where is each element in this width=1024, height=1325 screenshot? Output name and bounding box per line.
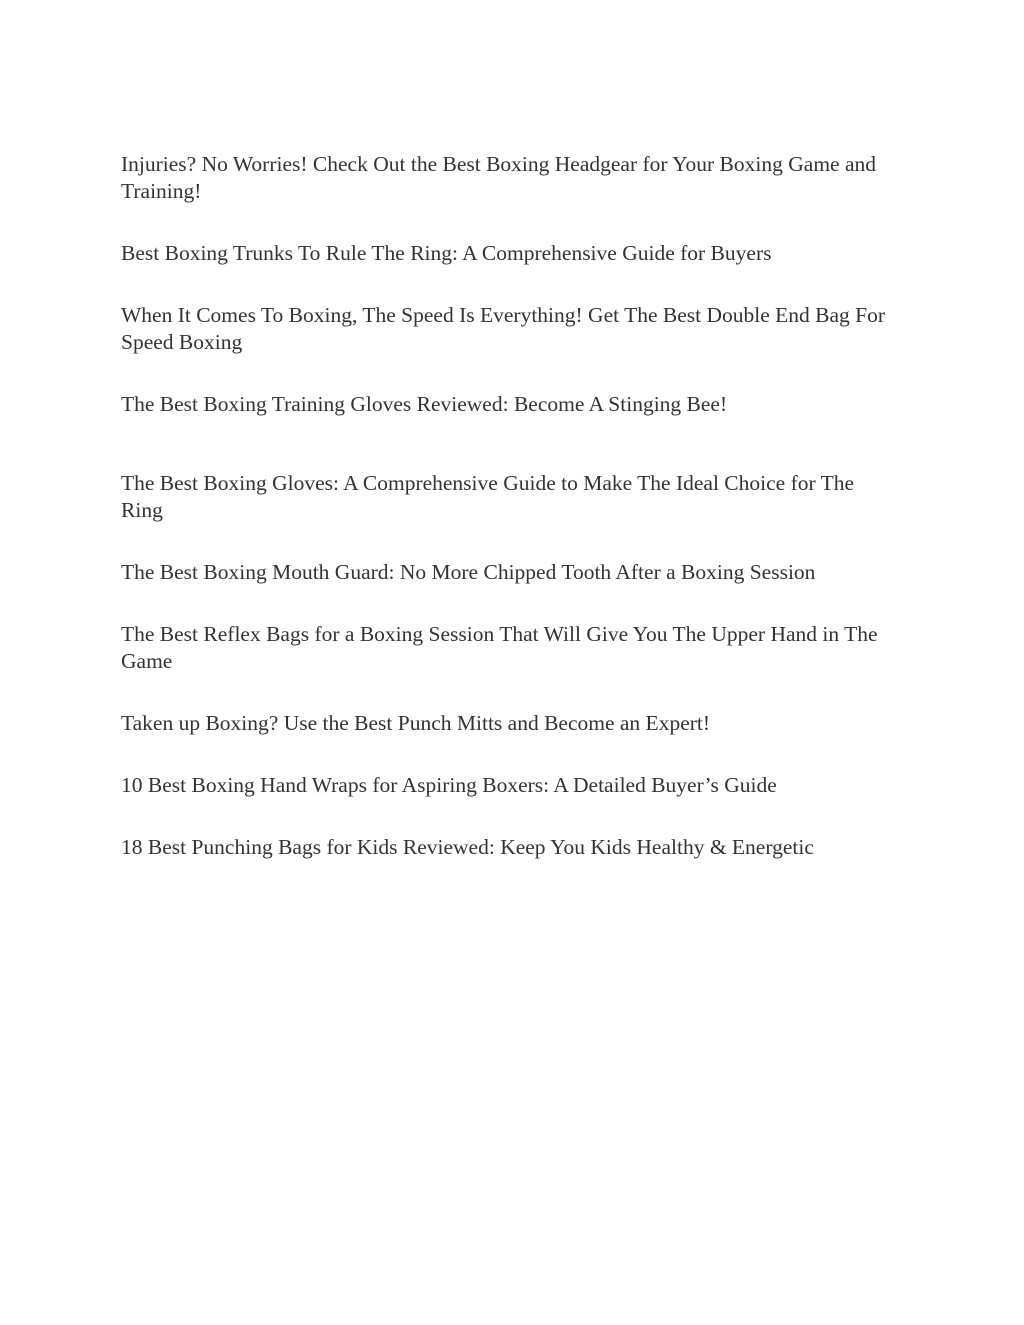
article-link-kids-punching-bags[interactable]: 18 Best Punching Bags for Kids Reviewed: Keep You Kids Healthy & Energetic [121,835,814,859]
article-link-mouth-guard[interactable]: The Best Boxing Mouth Guard: No More Chipped Tooth After a Boxing Session [121,560,816,584]
article-link-double-end-bag[interactable]: When It Comes To Boxing, The Speed Is Everything! Get The Best Double End Bag For Speed Boxing [121,303,886,354]
article-link-hand-wraps[interactable]: 10 Best Boxing Hand Wraps for Aspiring Boxers: A Detailed Buyer’s Guide [121,773,777,797]
article-link-punch-mitts[interactable]: Taken up Boxing? Use the Best Punch Mitts and Become an Expert! [121,711,711,735]
article-link-boxing-gloves[interactable]: The Best Boxing Gloves: A Comprehensive Guide to Make The Ideal Choice for The Ring [121,471,855,522]
article-link-list [121,151,901,861]
article-link-training-gloves[interactable]: The Best Boxing Training Gloves Reviewed: Become A Stinging Bee! [121,392,728,416]
article-link-headgear[interactable]: Injuries? No Worries! Check Out the Best Boxing Headgear for Your Boxing Game and Training! [121,152,876,203]
article-link-reflex-bags[interactable]: The Best Reflex Bags for a Boxing Session That Will Give You The Upper Hand in The Game [121,622,878,673]
article-link-trunks[interactable]: Best Boxing Trunks To Rule The Ring: A Comprehensive Guide for Buyers [121,241,772,265]
